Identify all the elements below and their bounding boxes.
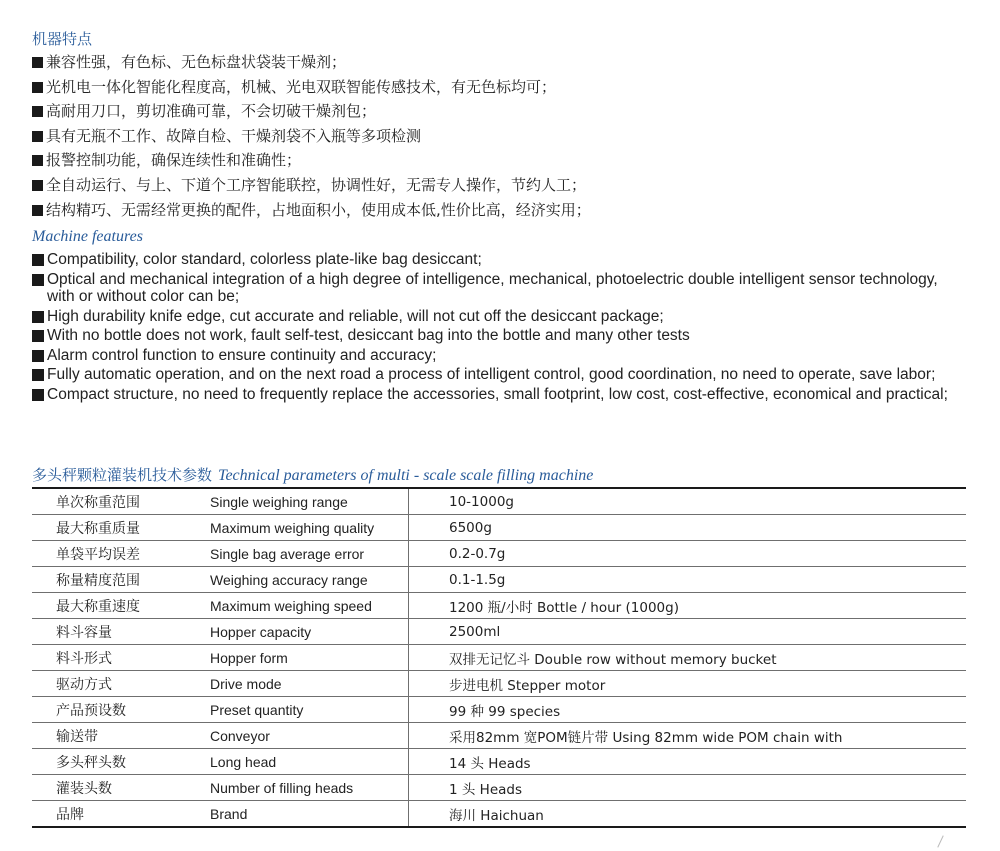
table-row <box>32 567 966 593</box>
param-name-en: Single bag average error <box>182 541 409 567</box>
param-name-cn: 最大称重质量 <box>32 515 182 541</box>
param-name-cn: 料斗容量 <box>32 619 182 645</box>
table-row <box>32 488 966 515</box>
table-row <box>32 645 966 671</box>
en-feature-item: Compact structure, no need to frequently replace the accessories, small footprint, low cost, cost-effective, economical and practical; <box>32 386 952 404</box>
param-value: 海川 Haichuan <box>409 801 967 828</box>
bullet-square-icon <box>32 205 43 216</box>
cn-features-title: 机器特点 <box>32 30 93 48</box>
param-name-en: Maximum weighing quality <box>182 515 409 541</box>
params-table-title <box>32 464 593 485</box>
param-name-en: Brand <box>182 801 409 828</box>
bullet-square-icon <box>32 155 43 166</box>
bullet-square-icon <box>32 311 44 323</box>
table-row <box>32 723 966 749</box>
en-features-list <box>32 251 952 405</box>
en-feature-item: Compatibility, color standard, colorless plate-like bag desiccant; <box>32 251 952 269</box>
params-title-cn: 多头秤颗粒灌装机技术参数 <box>32 466 213 484</box>
param-value: 99 种 99 species <box>409 697 967 723</box>
en-feature-item: Fully automatic operation, and on the next road a process of intelligent control, good coordination, no need to operate, save labor; <box>32 366 952 384</box>
cn-feature-item: 报警控制功能，确保连续性和准确性； <box>32 148 591 173</box>
param-name-en: Hopper form <box>182 645 409 671</box>
param-name-cn: 称量精度范围 <box>32 567 182 593</box>
param-name-cn: 多头秤头数 <box>32 749 182 775</box>
table-row <box>32 801 966 828</box>
cn-feature-item: 光机电一体化智能化程度高，机械、光电双联智能传感技术，有无色标均可； <box>32 75 591 100</box>
param-value: 2500ml <box>409 619 967 645</box>
en-feature-item: Alarm control function to ensure continuity and accuracy; <box>32 347 952 365</box>
bullet-square-icon <box>32 369 44 381</box>
param-value: 双排无记忆斗 Double row without memory bucket <box>409 645 967 671</box>
param-value: 0.2-0.7g <box>409 541 967 567</box>
param-value: 采用82mm 宽POM链片带 Using 82mm wide POM chain with <box>409 723 967 749</box>
cn-feature-item: 具有无瓶不工作、故障自检、干燥剂袋不入瓶等多项检测 <box>32 124 591 149</box>
params-table <box>32 487 966 828</box>
bullet-square-icon <box>32 254 44 266</box>
param-value: 1 头 Heads <box>409 775 967 801</box>
en-feature-item: Optical and mechanical integration of a high degree of intelligence, mechanical, photoelectric double intelligent sensor technology, with or without color can be; <box>32 271 952 306</box>
param-name-cn: 最大称重速度 <box>32 593 182 619</box>
en-feature-item: High durability knife edge, cut accurate and reliable, will not cut off the desiccant package; <box>32 308 952 326</box>
param-name-cn: 驱动方式 <box>32 671 182 697</box>
param-name-en: Hopper capacity <box>182 619 409 645</box>
table-row <box>32 541 966 567</box>
cn-feature-item: 兼容性强，有色标、无色标盘状袋装干燥剂； <box>32 50 591 75</box>
param-name-en: Preset quantity <box>182 697 409 723</box>
param-name-cn: 单袋平均误差 <box>32 541 182 567</box>
param-name-en: Long head <box>182 749 409 775</box>
param-name-cn: 输送带 <box>32 723 182 749</box>
en-feature-item: With no bottle does not work, fault self-test, desiccant bag into the bottle and many other tests <box>32 327 952 345</box>
param-name-en: Number of filling heads <box>182 775 409 801</box>
bullet-square-icon <box>32 57 43 68</box>
cn-features-list <box>32 50 591 222</box>
param-name-en: Weighing accuracy range <box>182 567 409 593</box>
param-name-en: Conveyor <box>182 723 409 749</box>
table-row <box>32 593 966 619</box>
param-value: 6500g <box>409 515 967 541</box>
table-row <box>32 749 966 775</box>
param-name-cn: 料斗形式 <box>32 645 182 671</box>
bullet-square-icon <box>32 82 43 93</box>
bullet-square-icon <box>32 274 44 286</box>
params-title-en: Technical parameters of multi - scale scale filling machine <box>218 467 594 484</box>
cn-feature-item: 结构精巧、无需经常更换的配件，占地面积小，使用成本低,性价比高，经济实用； <box>32 198 591 223</box>
param-name-cn: 单次称重范围 <box>32 488 182 515</box>
table-row <box>32 619 966 645</box>
param-name-cn: 产品预设数 <box>32 697 182 723</box>
param-name-cn: 灌装头数 <box>32 775 182 801</box>
bullet-square-icon <box>32 389 44 401</box>
param-value: 14 头 Heads <box>409 749 967 775</box>
en-features-title: Machine features <box>32 228 143 245</box>
table-row <box>32 671 966 697</box>
page-corner-mark <box>937 835 943 847</box>
table-row <box>32 697 966 723</box>
table-row <box>32 775 966 801</box>
bullet-square-icon <box>32 180 43 191</box>
cn-feature-item: 高耐用刀口，剪切准确可靠，不会切破干燥剂包； <box>32 99 591 124</box>
cn-feature-item: 全自动运行、与上、下道个工序智能联控，协调性好，无需专人操作，节约人工； <box>32 173 591 198</box>
param-value: 1200 瓶/小时 Bottle / hour (1000g) <box>409 593 967 619</box>
bullet-square-icon <box>32 106 43 117</box>
param-value: 10-1000g <box>409 488 967 515</box>
param-name-en: Single weighing range <box>182 488 409 515</box>
table-row <box>32 515 966 541</box>
param-value: 步进电机 Stepper motor <box>409 671 967 697</box>
param-name-en: Maximum weighing speed <box>182 593 409 619</box>
bullet-square-icon <box>32 131 43 142</box>
param-name-cn: 品牌 <box>32 801 182 828</box>
bullet-square-icon <box>32 330 44 342</box>
param-name-en: Drive mode <box>182 671 409 697</box>
bullet-square-icon <box>32 350 44 362</box>
param-value: 0.1-1.5g <box>409 567 967 593</box>
